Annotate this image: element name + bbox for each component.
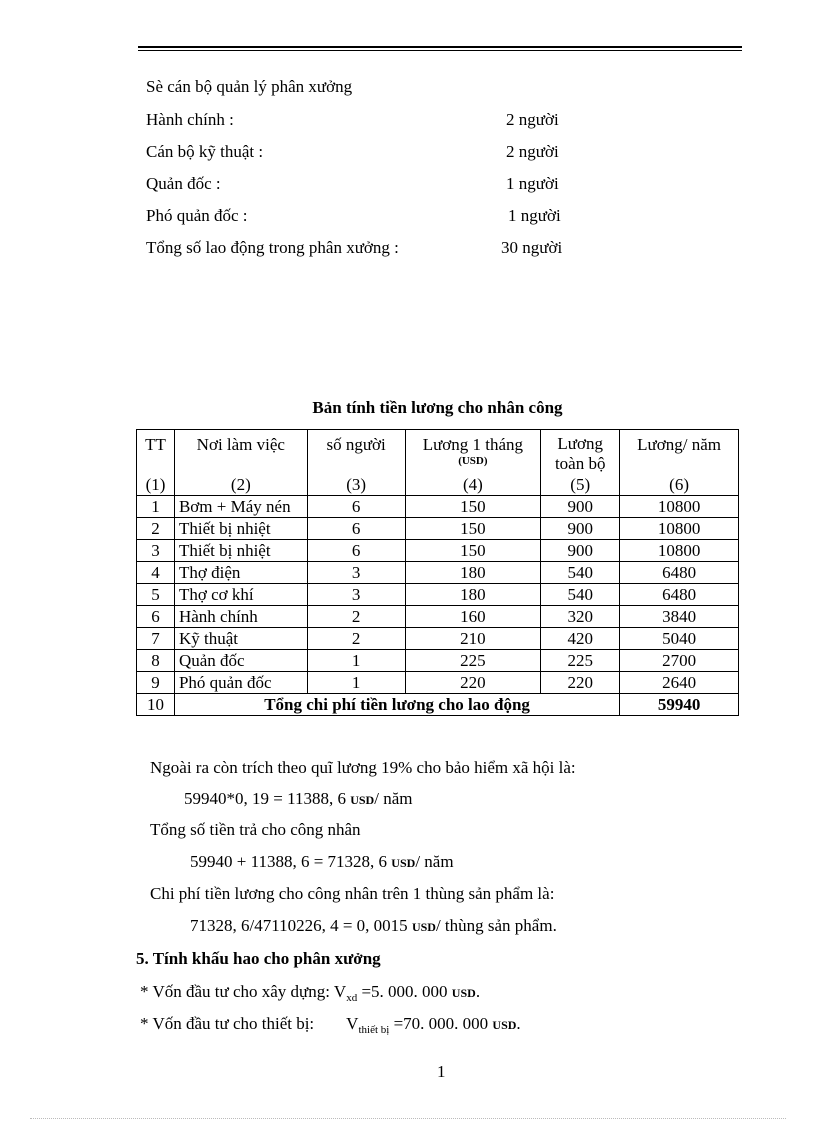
equipment-value: =70. 000. 000 bbox=[389, 1014, 489, 1033]
cell: 6 bbox=[137, 606, 175, 628]
per-year: / năm bbox=[415, 852, 454, 871]
col-header: Lương/ năm bbox=[620, 430, 739, 475]
col-number: (4) bbox=[405, 474, 541, 496]
cell: 6480 bbox=[620, 562, 739, 584]
col-header: TT bbox=[137, 430, 175, 475]
per-unit-note: Chi phí tiền lương cho công nhân trên 1 thùng sản phẩm là: bbox=[150, 884, 555, 903]
cell: 2 bbox=[307, 606, 405, 628]
construction-capital bbox=[140, 982, 480, 1004]
total-value: 59940 bbox=[620, 694, 739, 716]
calc-value: 59940 + 11388, 6 = 71328, 6 bbox=[190, 852, 388, 871]
cell: 8 bbox=[137, 650, 175, 672]
table-number-row bbox=[137, 474, 739, 496]
cell: 420 bbox=[541, 628, 620, 650]
cell: 540 bbox=[541, 584, 620, 606]
cell: 210 bbox=[405, 628, 541, 650]
equipment-capital bbox=[140, 1014, 521, 1036]
table-row bbox=[137, 672, 739, 694]
table-row bbox=[137, 650, 739, 672]
construction-label: * Vốn đầu tư cho xây dựng: V bbox=[140, 982, 347, 1001]
cell: 6 bbox=[307, 540, 405, 562]
currency-unit: USD bbox=[492, 1018, 517, 1032]
cell: Bơm + Máy nén bbox=[174, 496, 307, 518]
cell: 10800 bbox=[620, 540, 739, 562]
header-rule-thin bbox=[138, 50, 742, 51]
col-header: Lương toàn bộ bbox=[541, 430, 620, 475]
cell: 10800 bbox=[620, 518, 739, 540]
cell: Quản đốc bbox=[174, 650, 307, 672]
currency-unit: USD bbox=[350, 793, 375, 807]
table-row bbox=[137, 606, 739, 628]
header-rule bbox=[138, 46, 742, 48]
insurance-note: Ngoài ra còn trích theo quĩ lương 19% cho bảo hiểm xã hội là: bbox=[150, 758, 576, 777]
cell: Kỹ thuật bbox=[174, 628, 307, 650]
cell: 2 bbox=[137, 518, 175, 540]
per-unit-calc bbox=[190, 916, 557, 936]
cell: 900 bbox=[541, 496, 620, 518]
table-row bbox=[137, 518, 739, 540]
table-header-row bbox=[137, 430, 739, 475]
staff-value: 30 người bbox=[501, 238, 563, 257]
period: . bbox=[475, 982, 481, 1001]
cell: 900 bbox=[541, 540, 620, 562]
construction-value: =5. 000. 000 bbox=[357, 982, 448, 1001]
page-number: 1 bbox=[437, 1062, 446, 1081]
cell: 150 bbox=[405, 518, 541, 540]
cell: Thợ điện bbox=[174, 562, 307, 584]
cell: 2640 bbox=[620, 672, 739, 694]
period: . bbox=[516, 1014, 521, 1033]
currency-unit: USD bbox=[391, 856, 416, 870]
cell: 540 bbox=[541, 562, 620, 584]
cell: 1 bbox=[307, 672, 405, 694]
col-number: (3) bbox=[307, 474, 405, 496]
cell: 150 bbox=[405, 540, 541, 562]
cell: 320 bbox=[541, 606, 620, 628]
cell: 6 bbox=[307, 518, 405, 540]
col-number: (6) bbox=[620, 474, 739, 496]
wage-table bbox=[136, 429, 739, 716]
currency-unit: USD bbox=[451, 986, 476, 1000]
cell: Hành chính bbox=[174, 606, 307, 628]
table-caption: Bản tính tiền lương cho nhân công bbox=[312, 398, 563, 417]
cell: 160 bbox=[405, 606, 541, 628]
staff-label: Cán bộ kỹ thuật : bbox=[146, 142, 264, 161]
col-header-unit: (USD) bbox=[458, 455, 488, 467]
cell: 220 bbox=[405, 672, 541, 694]
staff-label: Tổng số lao động trong phân xưởng : bbox=[146, 238, 399, 257]
cell: 900 bbox=[541, 518, 620, 540]
staff-value: 2 người bbox=[506, 142, 559, 161]
table-row bbox=[137, 584, 739, 606]
table-row bbox=[137, 628, 739, 650]
cell: 2 bbox=[307, 628, 405, 650]
worker-total-note: Tổng số tiền trả cho công nhân bbox=[150, 820, 361, 839]
cell: 7 bbox=[137, 628, 175, 650]
cell: Phó quản đốc bbox=[174, 672, 307, 694]
col-number: (5) bbox=[541, 474, 620, 496]
cell: 6480 bbox=[620, 584, 739, 606]
equipment-label: * Vốn đầu tư cho thiết bị: bbox=[140, 1014, 315, 1033]
section-heading: 5. Tính khấu hao cho phân xưởng bbox=[136, 949, 381, 968]
staff-label: Hành chính : bbox=[146, 110, 234, 129]
cell: 5 bbox=[137, 584, 175, 606]
cell: 150 bbox=[405, 496, 541, 518]
cell: 4 bbox=[137, 562, 175, 584]
construction-subscript: xd bbox=[346, 992, 358, 1004]
calc-value: 71328, 6/47110226, 4 = 0, 0015 bbox=[190, 916, 408, 935]
staff-value: 2 người bbox=[506, 110, 559, 129]
col-number: (1) bbox=[137, 474, 175, 496]
cell: 9 bbox=[137, 672, 175, 694]
cell: 180 bbox=[405, 562, 541, 584]
staff-label: Quản đốc : bbox=[146, 174, 221, 193]
cell: Thiết bị nhiệt bbox=[174, 518, 307, 540]
cell: 3 bbox=[307, 562, 405, 584]
cell: 3 bbox=[137, 540, 175, 562]
cell: 3840 bbox=[620, 606, 739, 628]
worker-total-calc bbox=[190, 852, 454, 872]
col-header: số người bbox=[307, 430, 405, 475]
total-index: 10 bbox=[137, 694, 175, 716]
table-row bbox=[137, 562, 739, 584]
currency-unit: USD bbox=[411, 920, 436, 934]
col-number: (2) bbox=[174, 474, 307, 496]
cell: Thợ cơ khí bbox=[174, 584, 307, 606]
staff-title: Sè cán bộ quản lý phân xưởng bbox=[146, 77, 353, 96]
equipment-v: V bbox=[346, 1014, 359, 1033]
staff-label: Phó quản đốc : bbox=[146, 206, 248, 225]
cell: 180 bbox=[405, 584, 541, 606]
cell: Thiết bị nhiệt bbox=[174, 540, 307, 562]
col-header-text: Lương 1 tháng bbox=[422, 435, 524, 454]
insurance-calc bbox=[184, 789, 412, 809]
page-edge-dotted-line bbox=[30, 1118, 786, 1119]
cell: 3 bbox=[307, 584, 405, 606]
staff-value: 1 người bbox=[508, 206, 561, 225]
cell: 225 bbox=[541, 650, 620, 672]
cell: 220 bbox=[541, 672, 620, 694]
equipment-subscript: thiết bị bbox=[358, 1024, 390, 1036]
cell: 2700 bbox=[620, 650, 739, 672]
per-unit-suffix: / thùng sản phẩm. bbox=[435, 916, 557, 935]
total-label: Tổng chi phí tiền lương cho lao động bbox=[174, 694, 619, 716]
table-row bbox=[137, 540, 739, 562]
col-header: Nơi làm việc bbox=[174, 430, 307, 475]
cell: 10800 bbox=[620, 496, 739, 518]
cell: 1 bbox=[307, 650, 405, 672]
cell: 6 bbox=[307, 496, 405, 518]
table-row bbox=[137, 496, 739, 518]
col-header bbox=[405, 430, 541, 475]
staff-value: 1 người bbox=[506, 174, 559, 193]
cell: 225 bbox=[405, 650, 541, 672]
cell: 1 bbox=[137, 496, 175, 518]
cell: 5040 bbox=[620, 628, 739, 650]
table-total-row bbox=[137, 694, 739, 716]
calc-value: 59940*0, 19 = 11388, 6 bbox=[184, 789, 346, 808]
per-year: / năm bbox=[374, 789, 413, 808]
